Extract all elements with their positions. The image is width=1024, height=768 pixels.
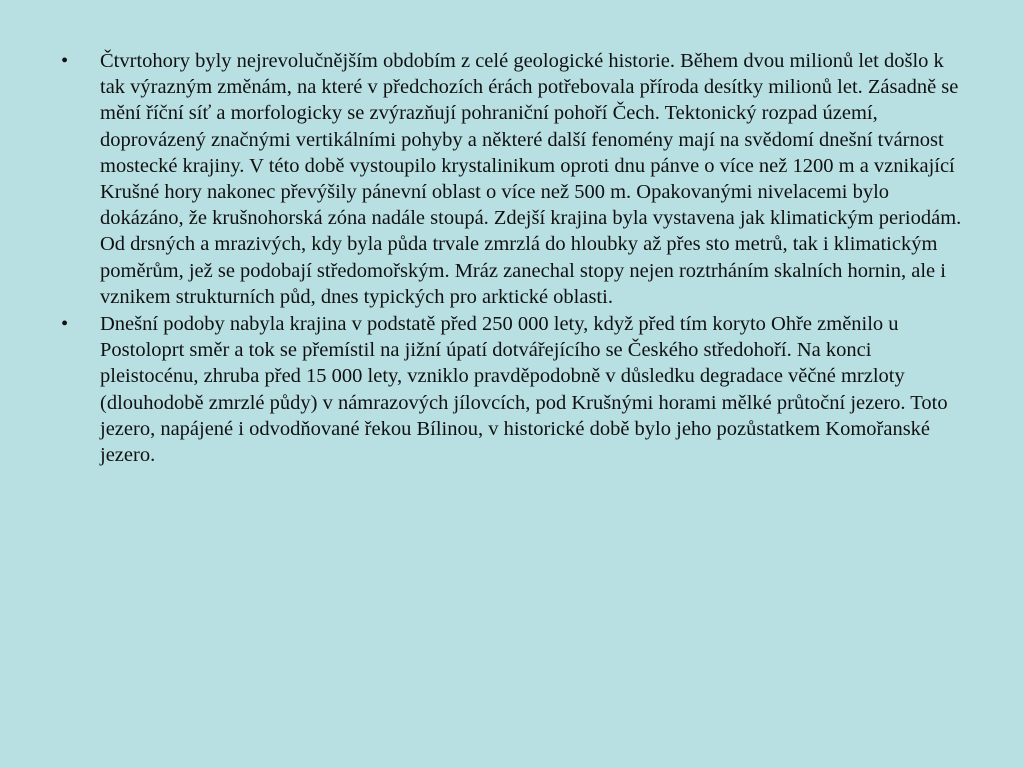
bullet-marker: •	[61, 313, 69, 336]
slide-content	[58, 48, 968, 469]
bullet-item-landscape	[58, 311, 968, 468]
bullet-list	[58, 48, 968, 468]
bullet-text: Dnešní podoby nabyla krajina v podstatě před 250 000 lety, když před tím koryto Ohře změnilo u Postoloprt směr a tok se přemístil na jižní úpatí dotvářejícího se Českého středohoří. Na konci pleistocénu, zhruba před 15 000 lety, vzniklo pravděpodobně v důsledku degradace věčné mrzloty (dlouhodobě zmrzlé půdy) v námrazových jílovcích, pod Krušnými horami mělké průtoční jezero. Toto jezero, napájené i odvodňované řekou Bílinou, v historické době bylo jeho pozůstatkem Komořanské jezero.	[100, 313, 948, 467]
bullet-marker: •	[61, 50, 69, 72]
bullet-text: Čtvrtohory byly nejrevolučnějším obdobím z celé geologické historie. Během dvou milionů let došlo k tak výrazným změnám, na které v předchozích érách potřebovala příroda desítky milionů let. Zásadně se mění říční síť a morfologicky se zvýrazňují pohraniční pohoří Čech. Tektonický rozpad území, doprovázený značnými vertikálními pohyby a některé další fenomény mají na svědomí dnešní tvárnost mostecké krajiny. V této době vystoupilo krystalinikum oproti dnu pánve o více než 1200 m a vznikající Krušné hory nakonec převýšily pánevní oblast o více než 500 m. Opakovanými nivelacemi bylo dokázáno, že krušnohorská zóna nadále stoupá. Zdejší krajina byla vystavena jak klimatickým periodám. Od drsných a mrazivých, kdy byla půda trvale zmrzlá do hloubky až přes sto metrů, tak i klimatickým poměrům, jež se podobají středomořským. Mráz zanechal stopy nejen roztrháním skalních hornin, ale i vznikem strukturních půd, dnes typických pro arktické oblasti.	[100, 50, 962, 308]
bullet-item-quaternary	[58, 48, 968, 310]
